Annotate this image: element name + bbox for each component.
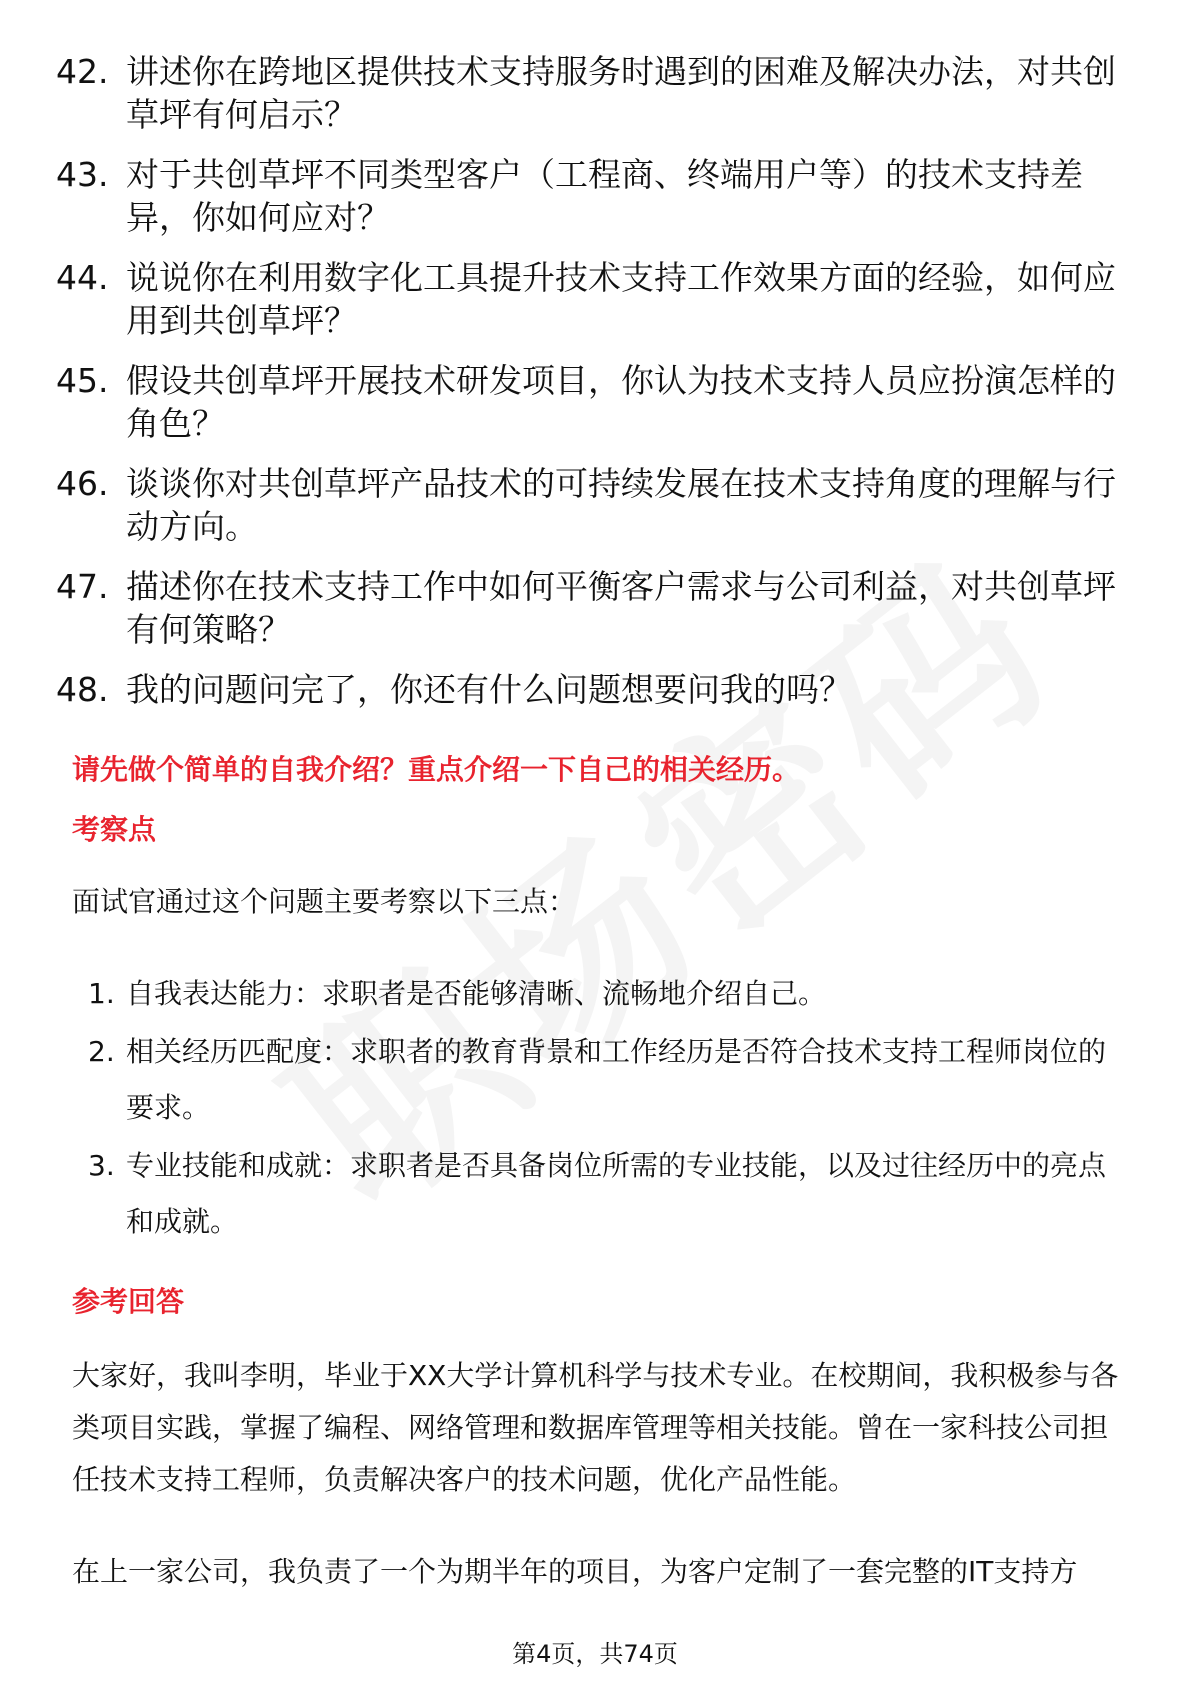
question-item bbox=[56, 256, 1136, 342]
focus-point-text: 自我表达能力：求职者是否能够清晰、流畅地介绍自己。 bbox=[126, 977, 827, 1010]
focus-point-number: 2. bbox=[88, 1035, 115, 1068]
question-item bbox=[56, 359, 1136, 445]
question-text: 对于共创草坪不同类型客户（工程商、终端用户等）的技术支持差异，你如何应对？ bbox=[126, 155, 1083, 237]
focus-point-number: 1. bbox=[88, 977, 115, 1010]
question-text: 讲述你在跨地区提供技术支持服务时遇到的困难及解决办法，对共创草坪有何启示？ bbox=[126, 52, 1116, 134]
question-text: 我的问题问完了，你还有什么问题想要问我的吗？ bbox=[126, 670, 852, 709]
question-item bbox=[56, 462, 1136, 548]
answer-paragraph: 在上一家公司，我负责了一个为期半年的项目，为客户定制了一套完整的IT支持方 bbox=[72, 1555, 1078, 1588]
question-list bbox=[56, 50, 1136, 728]
question-item bbox=[56, 565, 1136, 651]
question-number: 47. bbox=[56, 567, 109, 606]
question-item bbox=[56, 50, 1136, 136]
answer-paragraph: 大家好，我叫李明，毕业于XX大学计算机科学与技术专业。在校期间，我积极参与各类项目实践，掌握了编程、网络管理和数据库管理等相关技能。曾在一家科技公司担任技术支持工程师，负责解决客户的技术问题，优化产品性能。 bbox=[72, 1359, 1119, 1496]
question-number: 44. bbox=[56, 258, 109, 297]
question-text: 说说你在利用数字化工具提升技术支持工作效果方面的经验，如何应用到共创草坪？ bbox=[126, 258, 1116, 340]
question-number: 42. bbox=[56, 52, 109, 91]
question-text: 假设共创草坪开展技术研发项目，你认为技术支持人员应扮演怎样的角色？ bbox=[126, 361, 1116, 443]
question-text: 描述你在技术支持工作中如何平衡客户需求与公司利益，对共创草坪有何策略？ bbox=[126, 567, 1116, 649]
focus-point bbox=[88, 1024, 1138, 1136]
focus-point-text: 相关经历匹配度：求职者的教育背景和工作经历是否符合技术支持工程师岗位的要求。 bbox=[126, 1035, 1107, 1124]
question-number: 45. bbox=[56, 361, 109, 400]
question-text: 谈谈你对共创草坪产品技术的可持续发展在技术支持角度的理解与行动方向。 bbox=[126, 464, 1116, 546]
focus-point bbox=[88, 966, 1138, 1022]
question-number: 46. bbox=[56, 464, 109, 503]
answer-heading: 参考回答 bbox=[72, 1285, 185, 1318]
question-number: 43. bbox=[56, 155, 109, 194]
question-item bbox=[56, 668, 1136, 711]
focus-point bbox=[88, 1138, 1138, 1250]
focus-point-number: 3. bbox=[88, 1149, 115, 1182]
focus-point-text: 专业技能和成就：求职者是否具备岗位所需的专业技能，以及过往经历中的亮点和成就。 bbox=[126, 1149, 1107, 1238]
question-item bbox=[56, 153, 1136, 239]
interview-question-heading: 请先做个简单的自我介绍？重点介绍一下自己的相关经历。 bbox=[72, 753, 801, 786]
page-footer: 第4页，共74页 bbox=[512, 1640, 678, 1668]
focus-heading: 考察点 bbox=[72, 813, 157, 846]
focus-point-list bbox=[88, 966, 1138, 1250]
question-number: 48. bbox=[56, 670, 109, 709]
focus-intro: 面试官通过这个问题主要考察以下三点： bbox=[72, 885, 577, 918]
